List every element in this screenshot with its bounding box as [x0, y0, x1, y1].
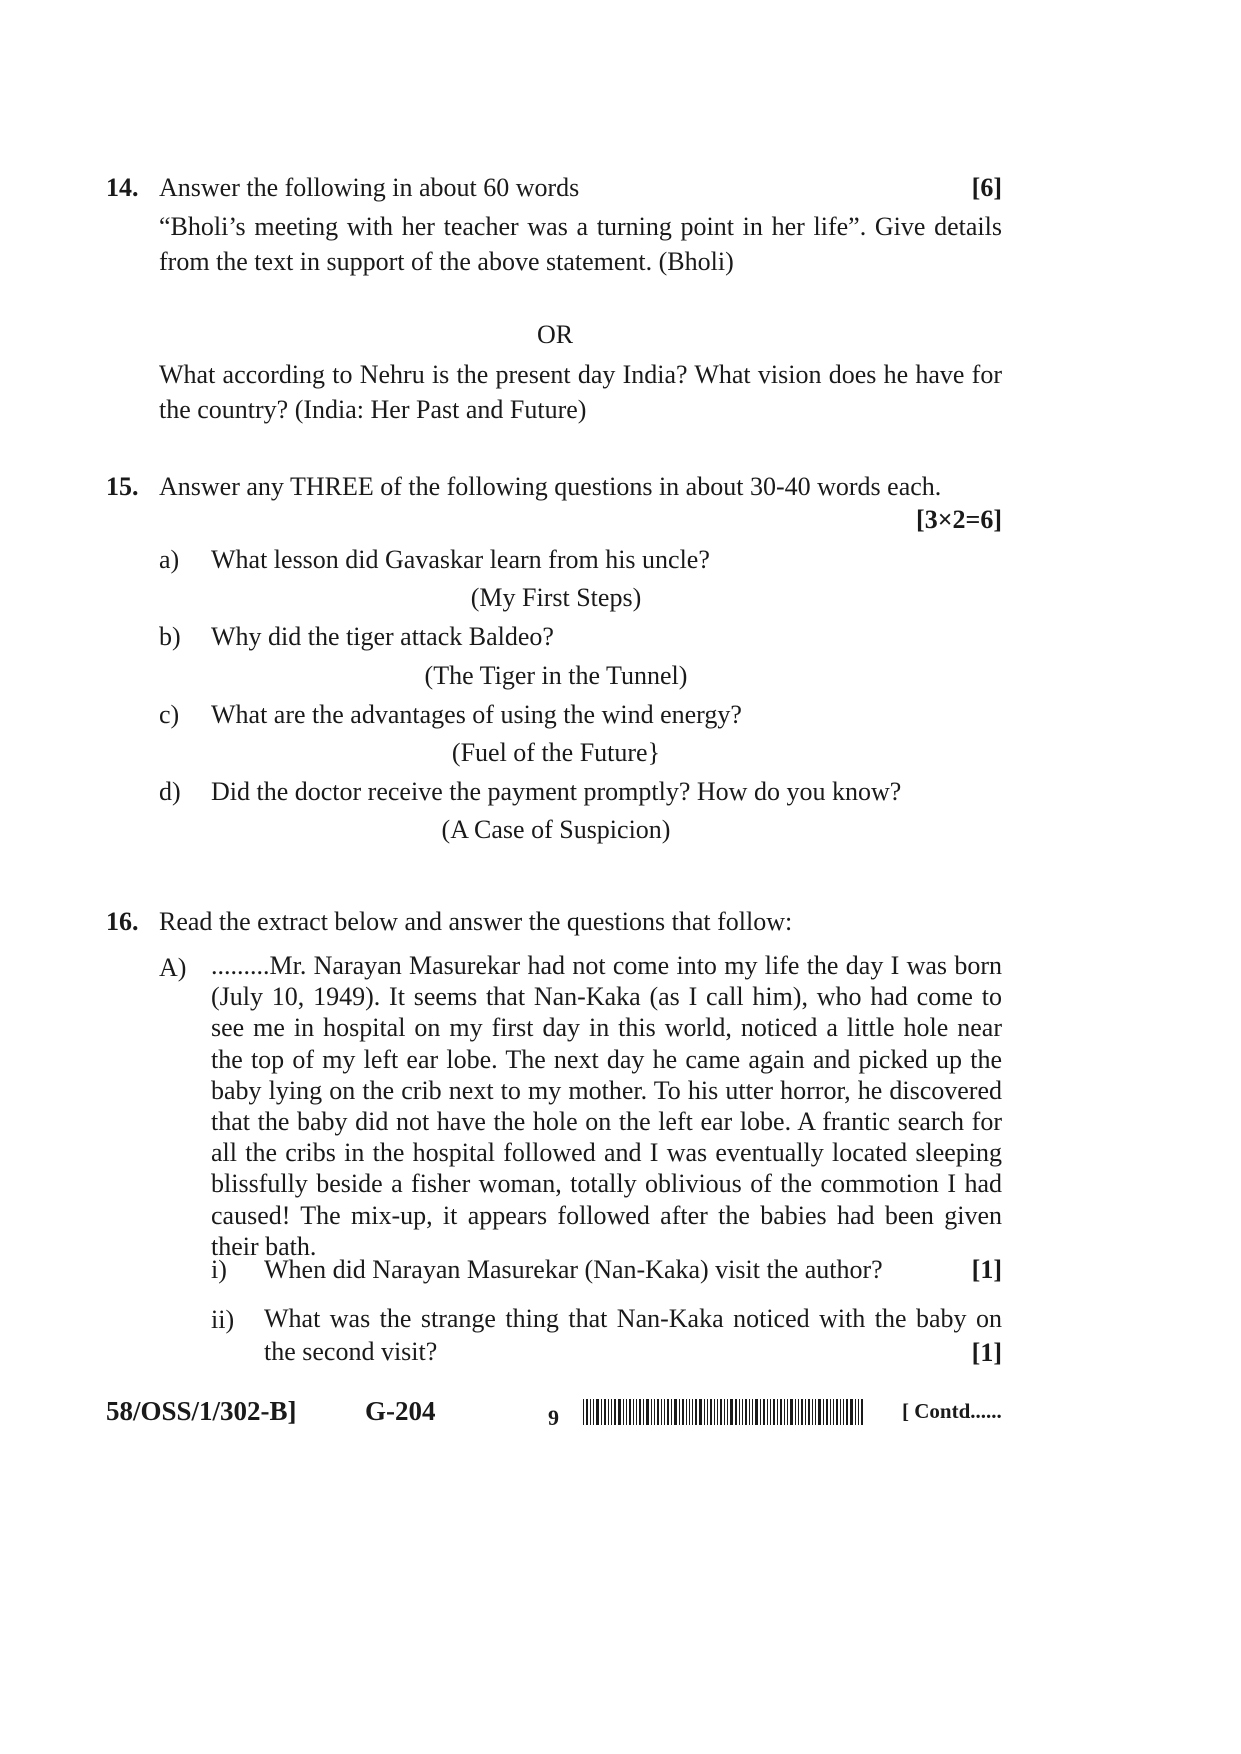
question-14-or: OR	[536, 320, 574, 349]
barcode-bar	[850, 1399, 853, 1425]
barcode-bar	[805, 1399, 806, 1425]
barcode-bar	[682, 1399, 684, 1425]
barcode-bar	[787, 1399, 788, 1425]
barcode-bar	[730, 1399, 733, 1425]
barcode-bar	[601, 1399, 602, 1425]
barcode-bar	[704, 1399, 705, 1425]
barcode-bar	[618, 1399, 621, 1425]
barcode-bar	[692, 1399, 693, 1425]
barcode-bar	[689, 1399, 690, 1425]
barcode-bar	[661, 1399, 662, 1425]
barcode-bar	[818, 1399, 821, 1425]
question-15-b-label: b)	[159, 622, 181, 651]
question-16-extract: .........Mr. Narayan Masurekar had not come into my life the day I was born (July 10, 1949). It seems that Nan-Kaka (as I call him), who had come to see me in hospital on my first day in this world, noticed a little hole near the top of my left ear lobe. The next day he came again and picked up the baby lying on the crib next to my mother. To his utter horror, he discovered that the baby did not have the hole on the left ear lobe. A frantic search for all the cribs in the hospital followed and I was eventually located sleeping blissfully beside a fisher woman, totally oblivious of the commotion I had caused! The mix-up, it appears followed after the babies had been given their bath.	[211, 951, 1002, 1261]
barcode-bar	[646, 1399, 649, 1425]
question-15-marks: [3×2=6]	[916, 505, 1002, 534]
barcode-bar	[724, 1399, 725, 1425]
barcode-bar	[674, 1399, 677, 1425]
question-15-number: 15.	[106, 472, 139, 501]
barcode-bar	[815, 1399, 816, 1425]
barcode-bar	[643, 1399, 644, 1425]
barcode-bar	[633, 1399, 634, 1425]
barcode-bar	[808, 1399, 810, 1425]
barcode-bar	[752, 1399, 753, 1425]
barcode-bar	[836, 1399, 838, 1425]
barcode-bar	[739, 1399, 740, 1425]
barcode-bar	[767, 1399, 768, 1425]
question-15-c-text: What are the advantages of using the wind energy?	[211, 700, 742, 729]
barcode-bar	[727, 1399, 728, 1425]
question-14-text-a: “Bholi’s meeting with her teacher was a turning point in her life”. Give details from the text in support of the above statement. (Bholi)	[159, 212, 1002, 276]
barcode-bar	[651, 1399, 652, 1425]
barcode-bar	[657, 1399, 659, 1425]
barcode-bar	[830, 1399, 831, 1425]
barcode-bar	[770, 1399, 771, 1425]
barcode-bar	[755, 1399, 758, 1425]
barcode-bar	[583, 1399, 584, 1425]
question-15-c-source: (Fuel of the Future}	[451, 738, 661, 767]
barcode-bar	[846, 1399, 848, 1425]
question-15-d-text: Did the doctor receive the payment promptly? How do you know?	[211, 777, 902, 806]
question-16-number: 16.	[106, 907, 139, 936]
barcode-bar	[604, 1399, 606, 1425]
question-15-d-label: d)	[159, 777, 181, 806]
barcode-bar	[707, 1399, 708, 1425]
barcode-bar	[745, 1399, 747, 1425]
question-15-b-text: Why did the tiger attack Baldeo?	[211, 622, 554, 651]
barcode-bar	[812, 1399, 813, 1425]
barcode-bar	[773, 1399, 775, 1425]
barcode-bar	[720, 1399, 722, 1425]
question-16-i-label: i)	[211, 1255, 227, 1284]
barcode-bar	[611, 1399, 612, 1425]
barcode-bar	[861, 1399, 863, 1425]
barcode-bar	[801, 1399, 803, 1425]
barcode-bar	[714, 1399, 715, 1425]
barcode-bar	[790, 1399, 793, 1425]
question-16-ii-label: ii)	[211, 1305, 235, 1334]
barcode-bar	[623, 1399, 624, 1425]
question-15-c-label: c)	[159, 700, 180, 729]
barcode-bar	[784, 1399, 785, 1425]
question-14-text-b: What according to Nehru is the present day India? What vision does he have for the country? (India: Her Past and Future)	[159, 360, 1002, 424]
barcode-bar	[795, 1399, 796, 1425]
question-14-number: 14.	[106, 173, 139, 202]
barcode-bar	[749, 1399, 750, 1425]
question-15-a-text: What lesson did Gavaskar learn from his uncle?	[211, 545, 710, 574]
barcode	[583, 1399, 888, 1425]
barcode-bar	[629, 1399, 631, 1425]
barcode-bar	[671, 1399, 672, 1425]
question-15-d-source: (A Case of Suspicion)	[441, 815, 671, 844]
barcode-bar	[843, 1399, 844, 1425]
question-16-i-marks: [1]	[971, 1255, 1002, 1284]
question-16-ii-marks: [1]	[971, 1338, 1002, 1367]
barcode-bar	[614, 1399, 616, 1425]
barcode-bar	[586, 1399, 588, 1425]
barcode-bar	[780, 1399, 782, 1425]
question-16-instruction: Read the extract below and answer the questions that follow:	[159, 907, 793, 936]
barcode-bar	[710, 1399, 712, 1425]
barcode-bar	[826, 1399, 828, 1425]
barcode-bar	[686, 1399, 687, 1425]
question-15-instruction: Answer any THREE of the following questions in about 30-40 words each.	[159, 472, 942, 501]
question-14-instruction: Answer the following in about 60 words	[159, 173, 580, 202]
barcode-bar	[763, 1399, 765, 1425]
series-code: G-204	[365, 1396, 436, 1426]
barcode-bar	[636, 1399, 637, 1425]
barcode-bar	[590, 1399, 591, 1425]
barcode-bar	[840, 1399, 841, 1425]
question-15-b-source: (The Tiger in the Tunnel)	[424, 661, 688, 690]
barcode-bar	[742, 1399, 743, 1425]
question-14-marks: [6]	[971, 173, 1002, 202]
contd-label: [ Contd......	[902, 1399, 1002, 1423]
barcode-bar	[760, 1399, 761, 1425]
barcode-bar	[654, 1399, 655, 1425]
barcode-bar	[596, 1399, 599, 1425]
barcode-bar	[593, 1399, 594, 1425]
question-16-i-text: When did Narayan Masurekar (Nan-Kaka) visit the author?	[264, 1255, 883, 1284]
barcode-bar	[777, 1399, 778, 1425]
barcode-bar	[608, 1399, 609, 1425]
page-number: 9	[548, 1405, 559, 1430]
question-16-part-label: A)	[159, 953, 187, 982]
barcode-bar	[679, 1399, 680, 1425]
barcode-bar	[639, 1399, 641, 1425]
barcode-bar	[717, 1399, 718, 1425]
question-16-ii-text: What was the strange thing that Nan-Kaka noticed with the baby on the second visit?	[264, 1304, 1002, 1366]
barcode-bar	[699, 1399, 702, 1425]
barcode-bar	[735, 1399, 737, 1425]
question-15-a-source: (My First Steps)	[470, 583, 642, 612]
barcode-bar	[626, 1399, 627, 1425]
barcode-bar	[833, 1399, 834, 1425]
barcode-bar	[823, 1399, 824, 1425]
paper-code: 58/OSS/1/302-B]	[106, 1396, 297, 1426]
barcode-bar	[667, 1399, 669, 1425]
barcode-bar	[858, 1399, 859, 1425]
barcode-bar	[695, 1399, 697, 1425]
barcode-bar	[798, 1399, 799, 1425]
barcode-bar	[855, 1399, 856, 1425]
barcode-bar	[664, 1399, 665, 1425]
question-15-a-label: a)	[159, 545, 180, 574]
